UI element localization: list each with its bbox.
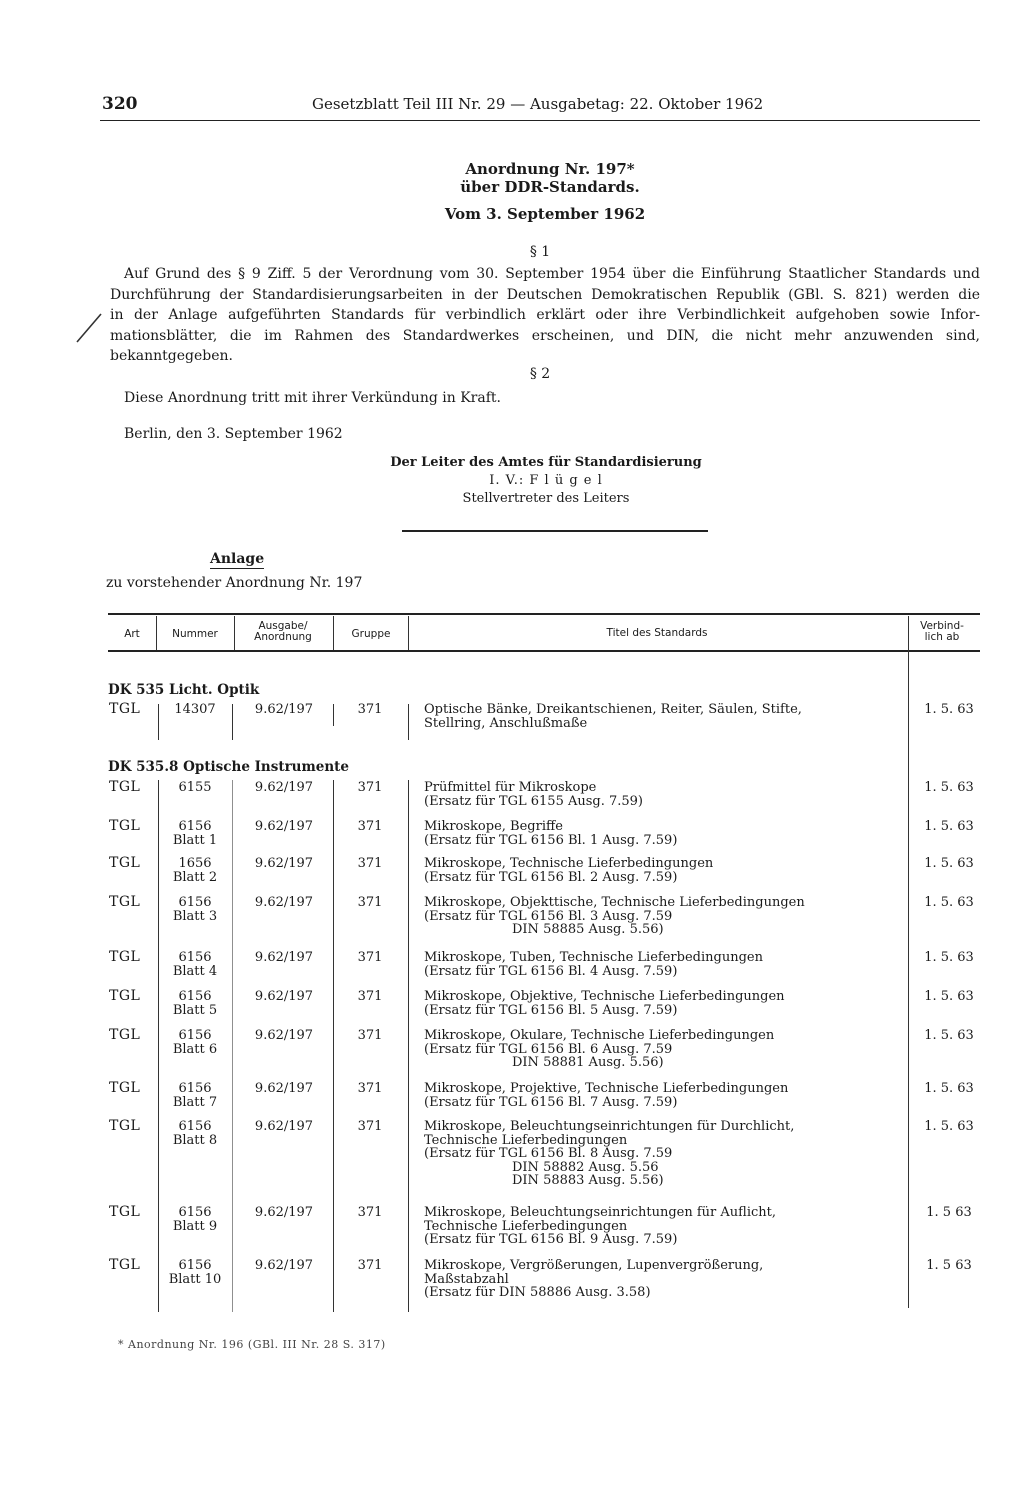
cell-title-line: Mikroskope, Tuben, Technische Lieferbedingungen — [424, 950, 763, 965]
cell-group: 371 — [357, 989, 383, 1004]
cell-number-value: 6156 — [178, 989, 212, 1004]
section-1-sign: § 1 — [529, 244, 551, 260]
cell-group: 371 — [357, 1258, 383, 1273]
cell-title — [424, 1029, 882, 1070]
cell-title — [424, 951, 882, 978]
order-date: Vom 3. September 1962 — [444, 205, 646, 223]
cell-number: 6155 — [178, 780, 212, 795]
cell-art: TGL — [109, 1118, 141, 1134]
section-heading-dk-535-8: DK 535.8 Optische Instrumente — [108, 759, 350, 775]
cell-number-value: 6156 — [178, 819, 212, 834]
cell-effective: 1. 5. 63 — [924, 819, 974, 834]
cell-group: 371 — [357, 950, 383, 965]
order-title-line2: über DDR-Standards. — [460, 178, 640, 196]
cell-number-value: 6156 — [178, 1205, 212, 1220]
cell-title-line: (Ersatz für TGL 6156 Bl. 2 Ausg. 7.59) — [424, 869, 678, 885]
cell-effective: 1. 5. 63 — [924, 1081, 974, 1096]
margin-stroke-mark — [74, 312, 104, 344]
column-header-gruppe: Gruppe — [351, 628, 391, 640]
cell-number-value: 6156 — [178, 895, 212, 910]
column-header-ausgabe — [238, 621, 328, 643]
cell-title-line: (Ersatz für TGL 6156 Bl. 7 Ausg. 7.59) — [424, 1094, 678, 1110]
cell-effective: 1. 5. 63 — [924, 895, 974, 910]
cell-title-line: Technische Lieferbedingungen — [424, 1218, 628, 1234]
cell-effective: 1. 5. 63 — [924, 950, 974, 965]
cell-number — [160, 1259, 230, 1286]
table-header-rule — [108, 650, 980, 652]
cell-number — [160, 820, 230, 847]
table-top-rule — [108, 613, 980, 615]
cell-title-line: (Ersatz für DIN 58886 Ausg. 3.58) — [424, 1285, 651, 1300]
cell-title-line: (Ersatz für TGL 6156 Bl. 5 Ausg. 7.59) — [424, 1002, 678, 1018]
signature-office: Der Leiter des Amtes für Standardisierung — [390, 455, 702, 470]
cell-title — [424, 1082, 882, 1109]
cell-issue: 9.62/197 — [254, 1119, 314, 1134]
section-1-line: Durchführung der Standardisierungsarbeiten in der Deutschen Demokratischen Republik (GBl. S. 821) werden die — [110, 286, 980, 303]
row-separator-mark — [333, 704, 334, 726]
cell-title-line: Mikroskope, Projektive, Technische Lieferbedingungen — [424, 1081, 789, 1096]
cell-sheet: Blatt 10 — [168, 1271, 222, 1287]
cell-number-value: 6156 — [178, 1119, 212, 1134]
cell-title-line: DIN 58883 Ausg. 5.56) — [512, 1173, 664, 1188]
cell-title-line: (Ersatz für TGL 6156 Bl. 8 Ausg. 7.59 — [424, 1146, 673, 1161]
page-number: 320 — [102, 94, 138, 114]
cell-title-line: Mikroskope, Technische Lieferbedingungen — [424, 856, 714, 871]
cell-number — [160, 896, 230, 923]
column-separator — [232, 780, 233, 1312]
cell-number: 14307 — [174, 702, 216, 717]
cell-title-line: Optische Bänke, Dreikantschienen, Reiter, Säulen, Stifte, — [424, 702, 802, 717]
cell-group: 371 — [357, 1028, 383, 1043]
section-1-line: Auf Grund des § 9 Ziff. 5 der Verordnung vom 30. September 1954 über die Einführung Staatlicher Standards und — [124, 266, 980, 282]
place-date: Berlin, den 3. September 1962 — [124, 426, 343, 442]
cell-title-line: Stellring, Anschlußmaße — [424, 715, 588, 731]
cell-group: 371 — [357, 1205, 383, 1220]
cell-title-line: (Ersatz für TGL 6156 Bl. 6 Ausg. 7.59 — [424, 1041, 673, 1057]
section-2-text: Diese Anordnung tritt mit ihrer Verkündung in Kraft. — [124, 390, 501, 406]
column-separator — [333, 616, 334, 650]
page-header — [100, 94, 980, 121]
cell-title-line: (Ersatz für TGL 6156 Bl. 9 Ausg. 7.59) — [424, 1232, 678, 1247]
section-1-line: bekanntgegeben. — [110, 348, 233, 364]
cell-group: 371 — [357, 1081, 383, 1096]
cell-issue: 9.62/197 — [254, 1028, 314, 1043]
cell-title-line: Mikroskope, Objekttische, Technische Lieferbedingungen — [424, 895, 805, 910]
cell-title — [424, 990, 882, 1017]
cell-group: 371 — [357, 1119, 383, 1134]
cell-title-line: (Ersatz für TGL 6156 Bl. 3 Ausg. 7.59 — [424, 908, 673, 924]
cell-issue: 9.62/197 — [254, 1081, 314, 1096]
cell-title-line: DIN 58885 Ausg. 5.56) — [512, 922, 664, 937]
cell-sheet: Blatt 3 — [172, 908, 218, 924]
row-separator-mark — [232, 704, 233, 740]
cell-art: TGL — [109, 1257, 141, 1273]
column-header-verbindlich-line2: lich ab — [924, 631, 960, 643]
cell-sheet: Blatt 1 — [172, 832, 218, 848]
cell-number-value: 6156 — [178, 1258, 212, 1273]
cell-effective: 1. 5. 63 — [924, 989, 974, 1004]
column-header-nummer: Nummer — [172, 628, 218, 640]
cell-title-line: Mikroskope, Objektive, Technische Lieferbedingungen — [424, 989, 785, 1004]
cell-number — [160, 1082, 230, 1109]
cell-title-line: Mikroskope, Okulare, Technische Lieferbedingungen — [424, 1028, 775, 1043]
cell-title — [424, 1206, 882, 1247]
running-head: Gesetzblatt Teil III Nr. 29 — Ausgabetag: 22. Oktober 1962 — [312, 95, 764, 113]
cell-sheet: Blatt 6 — [172, 1041, 218, 1057]
column-header-ausgabe-line2: Anordnung — [254, 631, 312, 643]
annex-title: Anlage — [210, 551, 265, 567]
cell-number — [160, 1206, 230, 1233]
column-separator — [908, 616, 909, 1308]
cell-number — [160, 1029, 230, 1056]
cell-group: 371 — [357, 895, 383, 910]
cell-title-line: DIN 58881 Ausg. 5.56) — [512, 1055, 664, 1070]
column-separator — [408, 780, 409, 1312]
signature-name: I. V.: F l ü g e l — [489, 473, 603, 488]
cell-effective: 1. 5 63 — [926, 1258, 972, 1273]
cell-sheet: Blatt 8 — [172, 1132, 218, 1148]
cell-effective: 1. 5. 63 — [924, 1028, 974, 1043]
cell-issue: 9.62/197 — [254, 1205, 314, 1220]
signature-block — [360, 454, 732, 508]
cell-effective: 1. 5. 63 — [924, 1119, 974, 1134]
row-separator-mark — [408, 704, 409, 740]
cell-art: TGL — [109, 1080, 141, 1096]
cell-art: TGL — [109, 855, 141, 871]
cell-title-line: (Ersatz für TGL 6156 Bl. 1 Ausg. 7.59) — [424, 832, 678, 848]
cell-number-value: 6156 — [178, 950, 212, 965]
cell-title-line: Technische Lieferbedingungen — [424, 1132, 628, 1148]
cell-issue: 9.62/197 — [254, 895, 314, 910]
cell-title — [424, 1259, 882, 1300]
cell-issue: 9.62/197 — [254, 819, 314, 834]
cell-art: TGL — [109, 1204, 141, 1220]
cell-title-line: Mikroskope, Beleuchtungseinrichtungen für Durchlicht, — [424, 1119, 795, 1134]
cell-issue: 9.62/197 — [254, 950, 314, 965]
cell-title — [424, 857, 882, 884]
section-2-sign: § 2 — [529, 366, 551, 382]
cell-number-value: 6156 — [178, 1081, 212, 1096]
cell-group: 371 — [357, 856, 383, 871]
signature-role: Stellvertreter des Leiters — [462, 491, 630, 506]
cell-number — [160, 857, 230, 884]
cell-title-line: (Ersatz für TGL 6155 Ausg. 7.59) — [424, 793, 644, 809]
cell-issue: 9.62/197 — [254, 780, 314, 795]
cell-sheet: Blatt 4 — [172, 963, 218, 979]
cell-title — [424, 781, 882, 808]
cell-title-line: DIN 58882 Ausg. 5.56 — [512, 1159, 659, 1175]
cell-number — [160, 1120, 230, 1147]
column-separator — [333, 780, 334, 1312]
cell-art: TGL — [109, 988, 141, 1004]
cell-number-value: 6156 — [178, 1028, 212, 1043]
annex-subtitle: zu vorstehender Anordnung Nr. 197 — [106, 575, 363, 591]
column-separator — [408, 616, 409, 650]
column-header-art: Art — [124, 628, 140, 640]
section-divider — [402, 530, 708, 532]
cell-art: TGL — [109, 779, 141, 795]
cell-issue: 9.62/197 — [254, 1258, 314, 1273]
cell-title — [424, 896, 882, 937]
cell-title — [424, 820, 882, 847]
column-header-titel: Titel des Standards — [606, 627, 708, 639]
cell-number-value: 1656 — [178, 856, 212, 871]
cell-art: TGL — [109, 701, 141, 717]
column-separator — [156, 616, 157, 650]
cell-group: 371 — [357, 780, 383, 795]
cell-sheet: Blatt 9 — [172, 1218, 218, 1234]
column-separator — [234, 616, 235, 650]
cell-number — [160, 990, 230, 1017]
section-1-line: mationsblätter, die im Rahmen des Standardwerkes erscheinen, und DIN, die nicht mehr anzuwenden sind, — [110, 327, 980, 344]
cell-title — [424, 703, 882, 730]
cell-effective: 1. 5 63 — [926, 1205, 972, 1220]
cell-title — [424, 1120, 882, 1188]
cell-sheet: Blatt 5 — [172, 1002, 218, 1018]
cell-title-line: Prüfmittel für Mikroskope — [424, 780, 597, 795]
cell-title-line: Mikroskope, Beleuchtungseinrichtungen für Auflicht, — [424, 1205, 776, 1220]
section-1-line: in der Anlage aufgeführten Standards für verbindlich erklärt oder ihre Verbindlichkeit aufgehoben sowie Infor- — [110, 307, 980, 323]
cell-title-line: (Ersatz für TGL 6156 Bl. 4 Ausg. 7.59) — [424, 963, 678, 979]
cell-sheet: Blatt 7 — [172, 1094, 218, 1110]
column-header-verbindlich — [910, 621, 974, 643]
footnote: * Anordnung Nr. 196 (GBl. III Nr. 28 S. 317) — [118, 1338, 386, 1351]
cell-group: 371 — [357, 819, 383, 834]
cell-effective: 1. 5. 63 — [924, 780, 974, 795]
cell-issue: 9.62/197 — [254, 989, 314, 1004]
column-header-ausgabe-line1: Ausgabe/ — [258, 620, 308, 632]
cell-art: TGL — [109, 818, 141, 834]
cell-issue: 9.62/197 — [254, 856, 314, 871]
column-separator — [158, 780, 159, 1312]
cell-number — [160, 951, 230, 978]
cell-group: 371 — [357, 702, 383, 717]
cell-issue: 9.62/197 — [254, 702, 314, 717]
row-separator-mark — [158, 704, 159, 740]
cell-art: TGL — [109, 949, 141, 965]
column-header-verbindlich-line1: Verbind- — [920, 620, 964, 632]
cell-sheet: Blatt 2 — [172, 869, 218, 885]
cell-art: TGL — [109, 894, 141, 910]
cell-effective: 1. 5. 63 — [924, 702, 974, 717]
order-title-line1: Anordnung Nr. 197* — [465, 160, 635, 178]
cell-art: TGL — [109, 1027, 141, 1043]
cell-title-line: Mikroskope, Begriffe — [424, 819, 563, 834]
cell-effective: 1. 5. 63 — [924, 856, 974, 871]
section-heading-dk-535: DK 535 Licht. Optik — [108, 682, 260, 698]
cell-title-line: Maßstabzahl — [424, 1271, 509, 1287]
cell-title-line: Mikroskope, Vergrößerungen, Lupenvergrößerung, — [424, 1258, 764, 1273]
section-1-text — [110, 264, 980, 367]
